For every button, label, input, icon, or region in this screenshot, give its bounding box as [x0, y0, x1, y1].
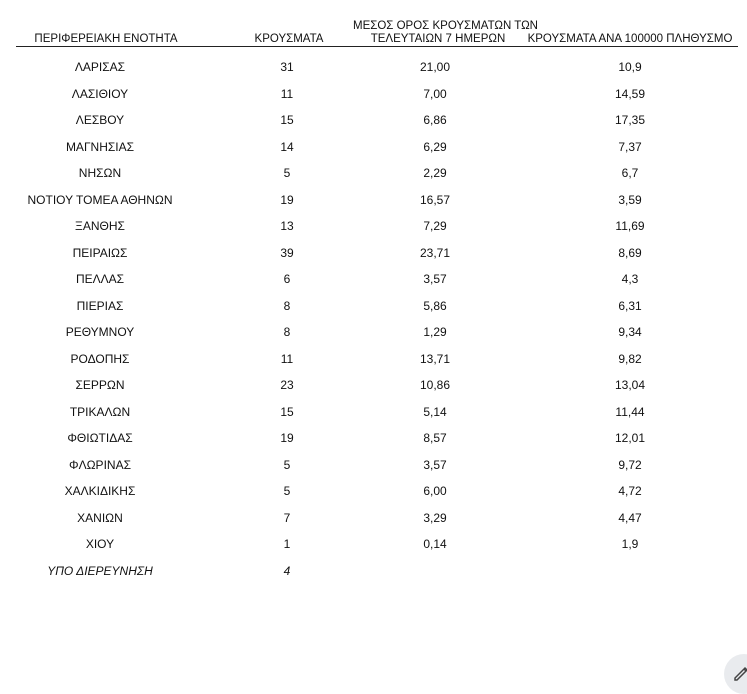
cases-per-100k-cell: 6,31: [618, 298, 642, 313]
table-row: [0, 213, 747, 240]
table-row: [0, 319, 747, 346]
cases-per-100k-cell: 12,01: [614, 431, 646, 445]
table-row: [0, 54, 747, 81]
cases-per-100k-cell: 17,35: [614, 113, 646, 127]
edit-pencil-icon: [732, 663, 747, 683]
seven-day-average-cell: 5,14: [423, 404, 447, 419]
column-header-per-100k: ΚΡΟΥΣΜΑΤΑ ΑΝΑ 100000 ΠΛΗΘΥΣΜΟ: [527, 33, 733, 45]
region-cell: ΡΕΘΥΜΝΟΥ: [65, 325, 135, 339]
table-row: [0, 399, 747, 426]
seven-day-average-cell: 1,29: [423, 325, 447, 339]
table-row: [0, 346, 747, 373]
seven-day-average-cell: 6,00: [423, 484, 447, 498]
cases-cell: 15: [280, 404, 294, 419]
table-row: [0, 134, 747, 161]
region-cell: ΛΑΡΙΣΑΣ: [74, 60, 126, 74]
region-cell: ΛΑΣΙΘΙΟΥ: [71, 86, 129, 101]
cases-per-100k-cell: 13,04: [614, 378, 646, 392]
table-row: [0, 107, 747, 134]
table-row: [0, 531, 747, 558]
cases-cell: 8: [283, 298, 291, 313]
cases-cell: 5: [283, 484, 291, 498]
column-header-region: ΠΕΡΙΦΕΡΕΙΑΚΗ ΕΝΟΤΗΤΑ: [34, 33, 178, 45]
cases-per-100k-cell: 11,44: [615, 404, 645, 419]
seven-day-average-cell: 10,86: [419, 378, 451, 392]
cases-per-100k-cell: 3,59: [618, 192, 642, 207]
column-header-7day-average-line1: ΜΕΣΟΣ ΟΡΟΣ ΚΡΟΥΣΜΑΤΩΝ ΤΩΝ: [353, 20, 538, 32]
cases-per-100k-cell: 4,72: [618, 484, 642, 498]
cases-cell: 7: [283, 510, 291, 525]
cases-cell: 15: [280, 113, 294, 127]
cases-cell: 13: [280, 219, 294, 233]
region-cell: ΠΙΕΡΙΑΣ: [76, 298, 124, 313]
region-cell: ΦΘΙΩΤΙΔΑΣ: [67, 431, 133, 445]
seven-day-average-cell: 3,57: [423, 272, 447, 286]
table-row: [0, 187, 747, 214]
cases-cell: 11: [280, 351, 294, 366]
cases-per-100k-cell: 14,59: [614, 86, 646, 101]
region-cell: ΧΑΛΚΙΔΙΚΗΣ: [64, 484, 136, 498]
seven-day-average-cell: 3,29: [423, 510, 447, 525]
table-row: [0, 240, 747, 267]
cases-cell: 19: [280, 431, 294, 445]
seven-day-average-cell: 3,57: [423, 457, 447, 472]
column-header-7day-average-line2: ΤΕΛΕΥΤΑΙΩΝ 7 ΗΜΕΡΩΝ: [370, 33, 506, 45]
cases-per-100k-cell: 4,3: [621, 272, 639, 286]
table-row: [0, 558, 747, 585]
table-row: [0, 160, 747, 187]
table-row: [0, 372, 747, 399]
table-row: [0, 452, 747, 479]
cases-cell: 39: [280, 245, 294, 260]
cases-per-100k-cell: 9,34: [618, 325, 642, 339]
region-cell: ΧΑΝΙΩΝ: [77, 510, 123, 525]
table-row: [0, 425, 747, 452]
region-cell: ΤΡΙΚΑΛΩΝ: [69, 404, 131, 419]
seven-day-average-cell: 6,86: [423, 113, 447, 127]
cases-per-100k-cell: 10,9: [618, 60, 642, 74]
cases-cell: 23: [280, 378, 294, 392]
region-cell: ΝΟΤΙΟΥ ΤΟΜΕΑ ΑΘΗΝΩΝ: [27, 192, 173, 207]
region-cell: ΥΠΟ ΔΙΕΡΕΥΝΗΣΗ: [47, 563, 153, 578]
cases-per-100k-cell: 4,47: [618, 510, 642, 525]
corner-edit-button[interactable]: [724, 654, 747, 694]
cases-cell: 31: [280, 60, 294, 74]
seven-day-average-cell: 5,86: [423, 298, 447, 313]
cases-cell: 5: [283, 457, 291, 472]
seven-day-average-cell: 23,71: [419, 245, 451, 260]
table-row: [0, 81, 747, 108]
cases-per-100k-cell: 6,7: [621, 166, 639, 180]
region-cell: ΛΕΣΒΟΥ: [75, 113, 125, 127]
cases-cell: 5: [283, 166, 291, 180]
seven-day-average-cell: 21,00: [419, 60, 451, 74]
region-cell: ΡΟΔΟΠΗΣ: [70, 351, 130, 366]
cases-per-100k-cell: 11,69: [615, 219, 645, 233]
cases-per-100k-cell: 9,82: [618, 351, 642, 366]
cases-cell: 19: [280, 192, 294, 207]
table-row: [0, 505, 747, 532]
cases-cell: 11: [280, 86, 294, 101]
table-row: [0, 478, 747, 505]
region-cell: ΝΗΣΩΝ: [78, 166, 122, 180]
header-divider: [16, 46, 738, 47]
table-row: [0, 293, 747, 320]
seven-day-average-cell: 13,71: [419, 351, 451, 366]
region-cell: ΦΛΩΡΙΝΑΣ: [69, 457, 131, 472]
cases-per-100k-cell: 7,37: [618, 139, 642, 154]
cases-per-100k-cell: 1,9: [621, 537, 639, 551]
region-cell: ΣΕΡΡΩΝ: [75, 378, 125, 392]
seven-day-average-cell: 2,29: [423, 166, 447, 180]
region-cell: ΠΕΙΡΑΙΩΣ: [72, 245, 128, 260]
cases-per-100k-cell: 8,69: [618, 245, 642, 260]
seven-day-average-cell: 7,29: [423, 219, 447, 233]
region-cell: ΜΑΓΝΗΣΙΑΣ: [65, 139, 135, 154]
cases-cell: 4: [283, 563, 291, 578]
cases-cell: 6: [283, 272, 291, 286]
column-header-7day-average: [353, 20, 538, 46]
seven-day-average-cell: 6,29: [423, 139, 447, 154]
seven-day-average-cell: 7,00: [423, 86, 447, 101]
region-cell: ΧΙΟΥ: [85, 537, 115, 551]
region-cell: ΠΕΛΛΑΣ: [75, 272, 125, 286]
region-cell: ΞΑΝΘΗΣ: [75, 219, 125, 233]
seven-day-average-cell: 0,14: [423, 537, 447, 551]
cases-cell: 8: [283, 325, 291, 339]
cases-cell: 1: [283, 537, 291, 551]
table-row: [0, 266, 747, 293]
cases-cell: 14: [280, 139, 294, 154]
seven-day-average-cell: 16,57: [419, 192, 451, 207]
seven-day-average-cell: 8,57: [423, 431, 447, 445]
cases-per-100k-cell: 9,72: [618, 457, 642, 472]
column-header-cases: ΚΡΟΥΣΜΑΤΑ: [254, 33, 324, 45]
